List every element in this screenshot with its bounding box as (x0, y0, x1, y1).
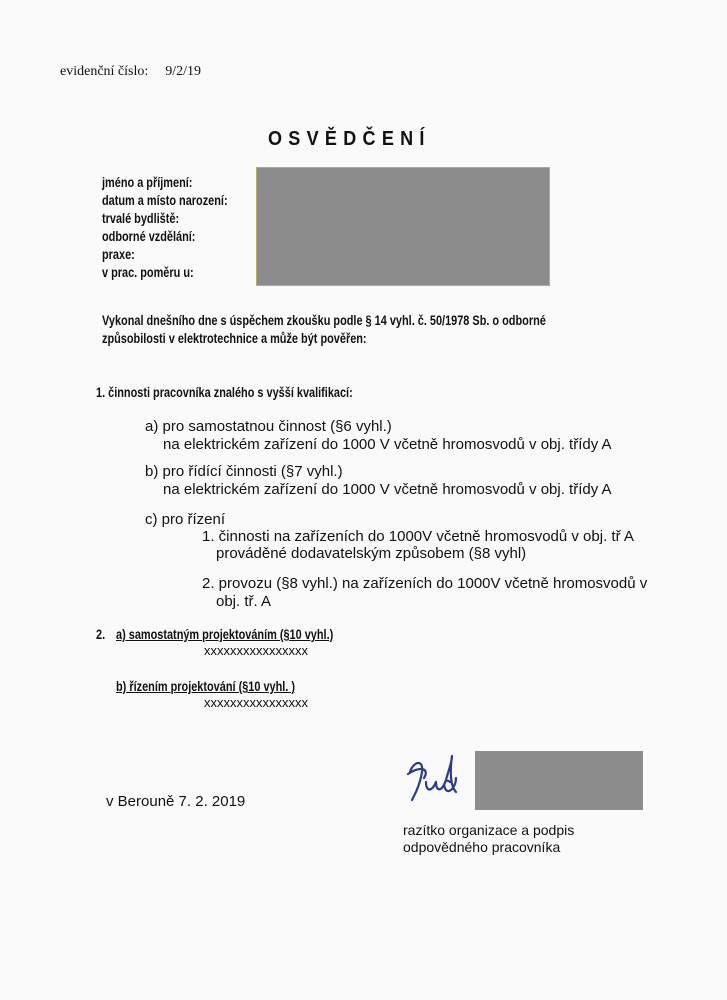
place-and-date: v Berouně 7. 2. 2019 (106, 793, 246, 810)
section-1c-item-2-line-1: 2. provozu (§8 vyhl.) na zařízeních do 1000V včetně hromosvodů v (202, 575, 648, 592)
section-2b-heading: b) řízením projektování (§10 vyhl. ) (116, 678, 296, 694)
intro-line-2: způsobilosti v elektrotechnice a může být pověřen: (102, 330, 367, 346)
section-1b-line-1: b) pro řídící činnosti (§7 vyhl.) (145, 463, 343, 480)
field-label-education: odborné vzdělání: (102, 228, 196, 244)
section-1b-line-2: na elektrickém zařízení do 1000 V včetně hromosvodů v obj. třídy A (163, 481, 612, 498)
field-label-name: jméno a příjmení: (102, 174, 193, 190)
stamp-caption-line-1: razítko organizace a podpis (403, 822, 575, 838)
section-2a-value: xxxxxxxxxxxxxxxx (204, 643, 308, 658)
section-1c-line-1: c) pro řízení (145, 511, 226, 528)
section-1c-item-2-line-2: obj. tř. A (216, 593, 272, 610)
redacted-personal-data (256, 167, 550, 286)
stamp-caption-line-2: odpovědného pracovníka (403, 839, 561, 855)
section-2-number: 2. (96, 626, 106, 642)
intro-line-1: Vykonal dnešního dne s úspěchem zkoušku podle § 14 vyhl. č. 50/1978 Sb. o odborné (102, 312, 546, 328)
record-number-line (60, 64, 201, 80)
section-1-heading: 1. činnosti pracovníka znalého s vyšší kvalifikací: (96, 384, 353, 400)
field-label-residence: trvalé bydliště: (102, 210, 180, 226)
section-2b-value: xxxxxxxxxxxxxxxx (204, 695, 308, 710)
section-1c-item-1-line-2: prováděné dodavatelským způsobem (§8 vyhl) (216, 545, 527, 562)
document-title: OSVĚDČENÍ (268, 128, 431, 150)
record-number-value: 9/2/19 (165, 64, 202, 79)
field-label-birth: datum a místo narození: (102, 192, 228, 208)
field-label-employer: v prac. poměru u: (102, 264, 194, 280)
redacted-stamp (475, 751, 643, 810)
section-1a-line-1: a) pro samostatnou činnost (§6 vyhl.) (145, 418, 392, 435)
signature-image (400, 752, 480, 812)
record-number-label: evidenční číslo: (60, 64, 149, 79)
section-1c-item-1-line-1: 1. činnosti na zařízeních do 1000V včetně hromosvodů v obj. tř A (202, 528, 634, 545)
section-1a-line-2: na elektrickém zařízení do 1000 V včetně hromosvodů v obj. třídy A (163, 436, 612, 453)
section-2a-heading: a) samostatným projektováním (§10 vyhl.) (116, 626, 334, 642)
field-label-practice: praxe: (102, 246, 135, 262)
